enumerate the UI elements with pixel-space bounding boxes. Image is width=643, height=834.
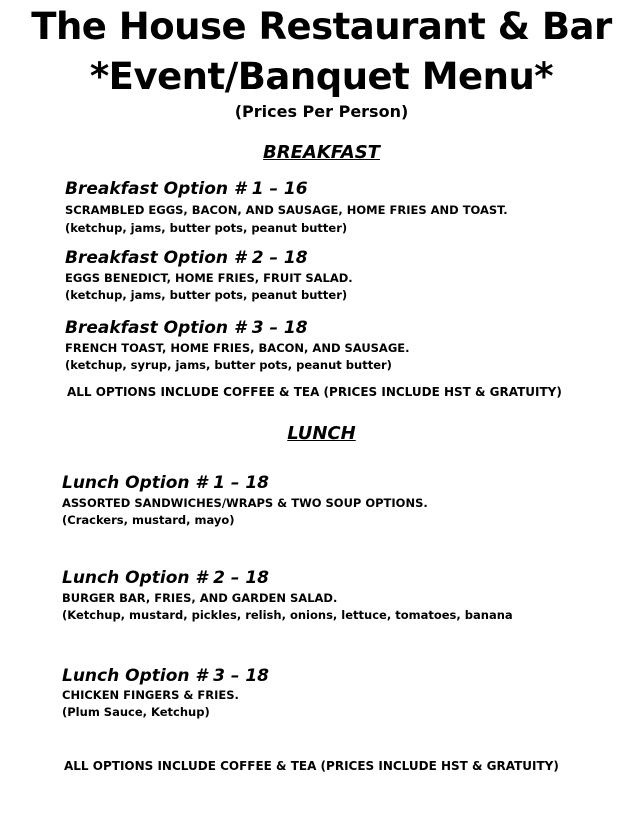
prices-note: (Prices Per Person) xyxy=(234,102,409,121)
lunch-option-1-title: Lunch Option # 1 – 18 xyxy=(62,473,269,493)
restaurant-title: The House Restaurant & Bar xyxy=(31,5,612,48)
breakfast-option-3-desc: FRENCH TOAST, HOME FRIES, BACON, AND SAUSAGE. xyxy=(65,341,410,355)
breakfast-option-1-desc: SCRAMBLED EGGS, BACON, AND SAUSAGE, HOME FRIES AND TOAST. xyxy=(65,203,508,217)
breakfast-option-1-note: (ketchup, jams, butter pots, peanut butter) xyxy=(65,221,348,235)
breakfast-option-1-title: Breakfast Option # 1 – 16 xyxy=(65,179,308,199)
lunch-option-2-note: (Ketchup, mustard, pickles, relish, onions, lettuce, tomatoes, banana xyxy=(62,608,513,622)
breakfast-option-2-title: Breakfast Option # 2 – 18 xyxy=(65,248,308,268)
breakfast-option-2-desc: EGGS BENEDICT, HOME FRIES, FRUIT SALAD. xyxy=(65,271,353,285)
breakfast-option-2-note: (ketchup, jams, butter pots, peanut butter) xyxy=(65,288,348,302)
lunch-option-2-desc: BURGER BAR, FRIES, AND GARDEN SALAD. xyxy=(62,591,338,605)
lunch-option-1-note: (Crackers, mustard, mayo) xyxy=(62,513,235,527)
lunch-option-2-title: Lunch Option # 2 – 18 xyxy=(62,568,269,588)
menu-title: *Event/Banquet Menu* xyxy=(89,55,554,98)
breakfast-heading: BREAKFAST xyxy=(263,142,380,163)
breakfast-option-3-note: (ketchup, syrup, jams, butter pots, peanut butter) xyxy=(65,358,392,372)
lunch-option-1-desc: ASSORTED SANDWICHES/WRAPS & TWO SOUP OPTIONS. xyxy=(62,496,428,510)
lunch-option-3-note: (Plum Sauce, Ketchup) xyxy=(62,705,210,719)
lunch-option-3-desc: CHICKEN FINGERS & FRIES. xyxy=(62,688,239,702)
breakfast-option-3-title: Breakfast Option # 3 – 18 xyxy=(65,318,308,338)
breakfast-footer: ALL OPTIONS INCLUDE COFFEE & TEA (PRICES INCLUDE HST & GRATUITY) xyxy=(67,385,562,399)
lunch-option-3-title: Lunch Option # 3 – 18 xyxy=(62,666,269,686)
lunch-heading: LUNCH xyxy=(287,423,356,444)
lunch-footer: ALL OPTIONS INCLUDE COFFEE & TEA (PRICES INCLUDE HST & GRATUITY) xyxy=(64,759,559,773)
